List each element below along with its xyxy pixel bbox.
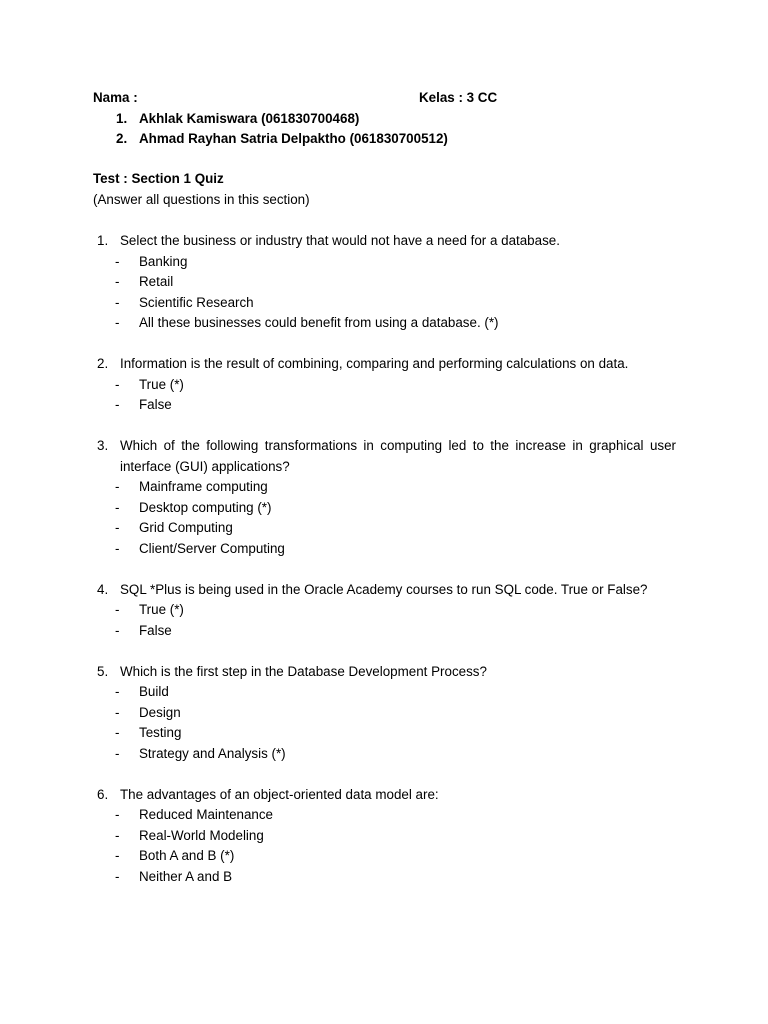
question-number: 3.	[97, 438, 109, 453]
test-title: Test : Section 1 Quiz	[93, 171, 224, 186]
option-item	[93, 498, 676, 519]
question-text-row	[93, 354, 676, 375]
question-text-row	[93, 785, 676, 806]
option-dash: -	[115, 807, 120, 822]
option-item	[93, 846, 676, 867]
option-dash: -	[115, 499, 120, 515]
question-text: Information is the result of combining, comparing and performing calculations on data.	[120, 356, 629, 371]
question-item	[93, 785, 676, 888]
option-dash: -	[115, 745, 120, 761]
option-item	[93, 600, 676, 621]
question-item	[93, 662, 676, 765]
option-dash: -	[115, 315, 120, 330]
option-dash: -	[115, 479, 120, 494]
option-dash: -	[115, 848, 120, 863]
question-list	[93, 231, 676, 908]
option-dash: -	[115, 253, 120, 269]
option-text: Mainframe computing	[139, 479, 268, 494]
option-text: Design	[139, 704, 181, 720]
member-number: 2.	[116, 131, 128, 146]
nama-label: Nama :	[93, 90, 138, 105]
question-text-row	[93, 231, 676, 252]
question-text: Which of the following transformations in computing led to the increase in graphical user interface (GUI) applications?	[120, 438, 676, 474]
option-list	[93, 805, 676, 887]
option-text: Testing	[139, 725, 182, 740]
question-item	[93, 580, 676, 642]
option-item	[93, 313, 676, 334]
option-dash: -	[115, 704, 120, 720]
option-list	[93, 600, 676, 641]
option-item	[93, 682, 676, 703]
option-item	[93, 703, 676, 724]
option-dash: -	[115, 868, 120, 884]
option-text: Build	[139, 684, 169, 699]
member-item	[93, 109, 693, 130]
option-item	[93, 744, 676, 765]
option-item	[93, 723, 676, 744]
option-text: True (*)	[139, 602, 184, 617]
option-item	[93, 395, 676, 416]
option-item	[93, 375, 676, 396]
question-number: 6.	[97, 786, 109, 802]
option-text: Reduced Maintenance	[139, 807, 273, 822]
question-text: The advantages of an object-oriented data model are:	[120, 786, 439, 802]
kelas-label: Kelas : 3 CC	[419, 90, 498, 105]
option-text: Retail	[139, 274, 174, 289]
question-text-row	[93, 580, 676, 601]
question-item	[93, 354, 676, 416]
question-number: 2.	[97, 356, 109, 371]
option-text: Grid Computing	[139, 520, 233, 535]
member-number: 1.	[116, 110, 128, 126]
option-text: False	[139, 622, 172, 638]
option-text: True (*)	[139, 376, 184, 392]
option-item	[93, 539, 676, 560]
question-number: 4.	[97, 581, 109, 597]
option-dash: -	[115, 376, 120, 392]
option-text: False	[139, 397, 172, 412]
header-block	[93, 88, 693, 150]
option-dash: -	[115, 827, 120, 843]
header-row	[93, 88, 693, 109]
option-dash: -	[115, 602, 120, 617]
question-number: 1.	[97, 233, 109, 248]
option-text: Neither A and B	[139, 868, 233, 884]
option-item	[93, 518, 676, 539]
member-name: Ahmad Rayhan Satria Delpaktho (061830700512)	[139, 131, 448, 146]
option-text: Strategy and Analysis (*)	[139, 745, 286, 761]
option-text: Client/Server Computing	[139, 540, 285, 556]
question-text: Which is the first step in the Database Development Process?	[120, 663, 487, 679]
member-name: Akhlak Kamiswara (061830700468)	[139, 110, 360, 126]
option-item	[93, 272, 676, 293]
option-list	[93, 252, 676, 334]
option-text: Desktop computing (*)	[139, 499, 272, 515]
option-list	[93, 682, 676, 764]
option-item	[93, 867, 676, 888]
option-item	[93, 252, 676, 273]
option-dash: -	[115, 684, 120, 699]
question-text-row	[93, 662, 676, 683]
option-dash: -	[115, 294, 120, 310]
test-info	[93, 169, 310, 210]
option-dash: -	[115, 274, 120, 289]
option-dash: -	[115, 540, 120, 556]
member-item	[93, 129, 693, 150]
option-item	[93, 477, 676, 498]
option-list	[93, 477, 676, 559]
question-text: SQL *Plus is being used in the Oracle Academy courses to run SQL code. True or False?	[120, 581, 648, 597]
option-dash: -	[115, 397, 120, 412]
option-item	[93, 826, 676, 847]
option-text: Both A and B (*)	[139, 848, 235, 863]
question-item	[93, 231, 676, 334]
option-item	[93, 805, 676, 826]
option-item	[93, 621, 676, 642]
question-text: Select the business or industry that would not have a need for a database.	[120, 233, 560, 248]
option-dash: -	[115, 725, 120, 740]
option-text: Real-World Modeling	[139, 827, 264, 843]
option-text: Scientific Research	[139, 294, 254, 310]
option-item	[93, 293, 676, 314]
member-list	[93, 109, 693, 150]
question-item	[93, 436, 676, 559]
option-dash: -	[115, 520, 120, 535]
option-list	[93, 375, 676, 416]
test-instruction: (Answer all questions in this section)	[93, 191, 310, 207]
option-text: All these businesses could benefit from using a database. (*)	[139, 315, 499, 330]
option-dash: -	[115, 622, 120, 638]
question-number: 5.	[97, 663, 109, 679]
option-text: Banking	[139, 253, 188, 269]
question-text-row	[93, 436, 676, 477]
